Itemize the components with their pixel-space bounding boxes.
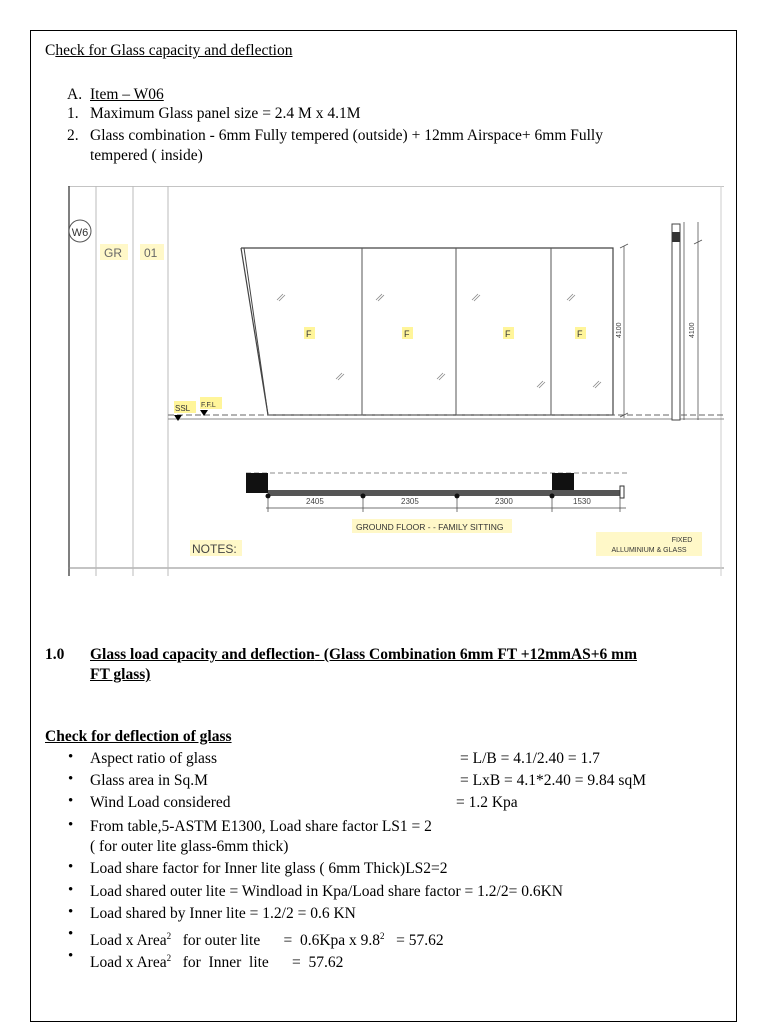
plan-dim: 2300 — [495, 497, 513, 506]
item-label: Item – W06 — [90, 86, 164, 103]
bullet: • — [68, 749, 74, 765]
deflection-label-glass-area: Glass area in Sq.M — [90, 772, 208, 789]
bullet: • — [68, 859, 74, 875]
deflection-label-wind-load: Wind Load considered — [90, 794, 231, 811]
bullet: • — [68, 948, 74, 964]
deflection-heading: Check for deflection of glass — [45, 728, 232, 745]
deflection-inner-lite-load: Load shared by Inner lite = 1.2/2 = 0.6 KN — [90, 905, 356, 922]
deflection-load-area-inner: Load x Area$^2$ for Inner lite = 57.62 — [90, 953, 344, 972]
notes-label: NOTES: — [192, 542, 237, 556]
item-line-glass-size: Maximum Glass panel size = 2.4 M x 4.1M — [90, 105, 361, 122]
w6-tag-label: W6 — [71, 227, 89, 239]
deflection-value-wind-load: = 1.2 Kpa — [456, 794, 518, 811]
section-height-dim: 4100 — [689, 322, 696, 338]
elevation-drawing — [68, 186, 724, 576]
section-title-line1: Glass load capacity and deflection- (Glass Combination 6mm FT +12mmAS+6 mm — [90, 646, 637, 663]
w6-tag — [69, 220, 91, 242]
panel-mark: F — [404, 329, 410, 339]
section-title-line2: FT glass) — [90, 666, 151, 683]
plan-dim: 2405 — [306, 497, 324, 506]
bullet: • — [68, 926, 74, 942]
deflection-ls1: From table,5-ASTM E1300, Load share factor LS1 = 2 — [90, 818, 432, 835]
deflection-value-aspect-ratio: = L/B = 4.1/2.40 = 1.7 — [460, 750, 600, 767]
grid-label-gr: GR — [104, 246, 122, 260]
bullet: • — [68, 817, 74, 833]
bullet: • — [68, 882, 74, 898]
panel-mark: F — [306, 329, 312, 339]
panel-mark: F — [577, 329, 583, 339]
grid-label-01: 01 — [144, 246, 158, 260]
material-label: ALLUMINIUM & GLASS — [611, 547, 687, 554]
fixed-label: FIXED — [671, 537, 693, 544]
item-line-num: 1. — [67, 105, 79, 122]
level-label-ssl: SSL — [175, 404, 191, 413]
item-line-num: 2. — [67, 127, 79, 144]
deflection-ls2: Load share factor for Inner lite glass ( 6mm Thick)LS2=2 — [90, 860, 448, 877]
plan-dim: 1530 — [573, 497, 591, 506]
item-letter: A. — [67, 86, 83, 103]
panel-mark: F — [505, 329, 511, 339]
deflection-value-glass-area: = LxB = 4.1*2.40 = 9.84 sqM — [460, 772, 646, 789]
page-heading: Check for Glass capacity and deflection — [45, 42, 293, 59]
item-line-glass-combination: Glass combination - 6mm Fully tempered (outside) + 12mm Airspace+ 6mm Fully — [90, 127, 603, 144]
deflection-ls1-note: ( for outer lite glass-6mm thick) — [90, 838, 289, 855]
deflection-outer-lite-load: Load shared outer lite = Windload in Kpa/Load share factor = 1.2/2= 0.6KN — [90, 883, 563, 900]
deflection-load-area-outer: Load x Area$^2$ for outer lite = 0.6Kpa x $9.8^2 = 57.62$ — [90, 931, 444, 950]
deflection-label-aspect-ratio: Aspect ratio of glass — [90, 750, 217, 767]
plan-dim: 2305 — [401, 497, 419, 506]
section-number: 1.0 — [45, 646, 65, 663]
item-line-glass-combination-cont: tempered ( inside) — [90, 147, 203, 164]
level-label-ffl: F.F.L — [201, 402, 216, 409]
bullet: • — [68, 793, 74, 809]
height-dim: 4100 — [616, 322, 623, 338]
plan-caption: GROUND FLOOR - - FAMILY SITTING — [356, 522, 504, 532]
bullet: • — [68, 904, 74, 920]
bullet: • — [68, 771, 74, 787]
